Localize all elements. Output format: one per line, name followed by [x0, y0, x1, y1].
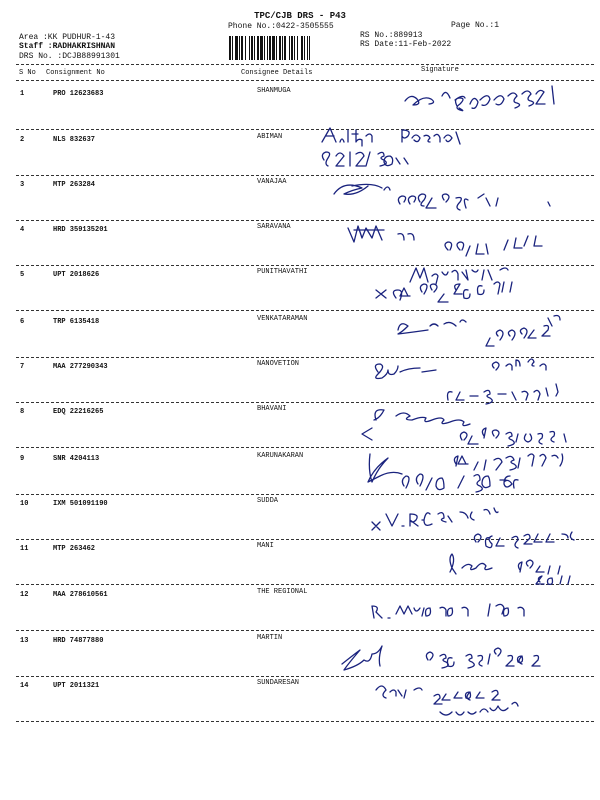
barcode-bar — [309, 36, 310, 60]
barcode-bar — [282, 36, 283, 60]
row-divider — [16, 721, 594, 722]
barcode-bar — [289, 36, 290, 60]
staff-label: Staff :RADHAKRISHNAN — [19, 42, 116, 51]
row-consignment-no: MAA 277290343 — [53, 363, 108, 371]
row-consignment-no: SNR 4204113 — [53, 455, 100, 463]
row-sno: 14 — [20, 682, 29, 690]
row-consignee-name: SHANMUGA — [257, 87, 291, 95]
row-consignee-name: PUNITHAVATHI — [257, 268, 308, 276]
row-consignee-name: SUNDARESAN — [257, 679, 300, 687]
row-sno: 2 — [20, 136, 25, 144]
barcode-bar — [297, 36, 298, 60]
barcode-bar — [304, 36, 305, 60]
rs-number: RS No.:889913 — [360, 31, 423, 40]
row-consignee-name: NANOVETION — [257, 360, 300, 368]
row-consignment-no: HRD 74877880 — [53, 637, 104, 645]
row-divider — [16, 402, 594, 403]
row-divider — [16, 310, 594, 311]
row-consignment-no: NLS 832637 — [53, 136, 96, 144]
barcode-bar — [232, 36, 233, 60]
barcode-bar — [241, 36, 243, 60]
barcode-bar — [267, 36, 268, 60]
row-divider — [16, 584, 594, 585]
barcode-bar — [276, 36, 277, 60]
row-sno: 13 — [20, 637, 29, 645]
area-label: Area :KK PUDHUR-1-43 — [19, 33, 116, 42]
barcode-bar — [307, 36, 308, 60]
barcode-bar — [269, 36, 271, 60]
row-sno: 7 — [20, 363, 25, 371]
row-divider — [16, 630, 594, 631]
row-consignee-name: VENKATARAMAN — [257, 315, 308, 323]
row-consignment-no: EDQ 22216265 — [53, 408, 104, 416]
row-divider — [16, 676, 594, 677]
barcode-bar — [294, 36, 295, 60]
barcode-bar — [279, 36, 281, 60]
header-divider — [16, 64, 594, 65]
row-sno: 6 — [20, 318, 25, 326]
row-divider — [16, 265, 594, 266]
row-sno: 11 — [20, 545, 29, 553]
row-consignee-name: KARUNAKARAN — [257, 452, 304, 460]
barcode-bar — [245, 36, 246, 60]
row-consignment-no: UPT 2011321 — [53, 682, 100, 690]
row-sno: 10 — [20, 500, 29, 508]
row-sno: 4 — [20, 226, 25, 234]
row-sno: 9 — [20, 455, 25, 463]
row-consignment-no: UPT 2018626 — [53, 271, 100, 279]
barcode-bar — [251, 36, 253, 60]
row-divider — [16, 494, 594, 495]
rs-date: RS Date:11-Feb-2022 — [360, 40, 452, 49]
barcode-bar — [254, 36, 255, 60]
row-consignee-name: ABIMAN — [257, 133, 283, 141]
row-consignment-no: MAA 278610561 — [53, 591, 108, 599]
sheet-title: TPC/CJB DRS - P43 — [254, 11, 346, 21]
row-consignment-no: MTP 263462 — [53, 545, 96, 553]
row-divider — [16, 357, 594, 358]
row-consignment-no: TRP 6135418 — [53, 318, 100, 326]
column-header-details: Consignee Details — [241, 69, 313, 77]
row-divider — [16, 447, 594, 448]
row-consignee-name: BHAVANI — [257, 405, 287, 413]
row-sno: 8 — [20, 408, 25, 416]
barcode-bar — [284, 36, 286, 60]
row-consignment-no: PRO 12623683 — [53, 90, 104, 98]
row-consignee-name: SUDDA — [257, 497, 279, 505]
barcode-bar — [239, 36, 240, 60]
row-consignment-no: MTP 263284 — [53, 181, 96, 189]
barcode-bar — [301, 36, 303, 60]
barcode-bar — [291, 36, 293, 60]
row-consignee-name: VANAJAA — [257, 178, 287, 186]
barcode-icon — [229, 36, 352, 60]
row-consignee-name: SARAVANA — [257, 223, 291, 231]
barcode-bar — [229, 36, 231, 60]
page-number: Page No.:1 — [451, 21, 500, 30]
barcode-bar — [249, 36, 250, 60]
row-sno: 3 — [20, 181, 25, 189]
barcode-bar — [260, 36, 263, 60]
barcode-bar — [264, 36, 265, 60]
column-header-consignment: Consignment No — [46, 69, 105, 77]
row-sno: 5 — [20, 271, 25, 279]
row-divider — [16, 175, 594, 176]
row-divider — [16, 539, 594, 540]
row-consignment-no: HRD 359135201 — [53, 226, 108, 234]
column-header-signature: Signature — [421, 66, 459, 74]
row-divider — [16, 220, 594, 221]
column-header-sno: S No — [19, 69, 36, 77]
barcode-bar — [272, 36, 275, 60]
row-consignee-name: MANI — [257, 542, 274, 550]
barcode-bar — [257, 36, 259, 60]
row-sno: 12 — [20, 591, 29, 599]
phone-number: Phone No.:0422-3505555 — [228, 22, 334, 31]
barcode-bar — [235, 36, 238, 60]
row-consignment-no: IXM 501091190 — [53, 500, 108, 508]
drs-number: DRS No. :DCJB88991301 — [19, 52, 120, 61]
column-header-divider — [16, 80, 594, 81]
row-sno: 1 — [20, 90, 25, 98]
row-consignee-name: MARTIN — [257, 634, 283, 642]
row-consignee-name: THE REGIONAL — [257, 588, 308, 596]
row-divider — [16, 129, 594, 130]
